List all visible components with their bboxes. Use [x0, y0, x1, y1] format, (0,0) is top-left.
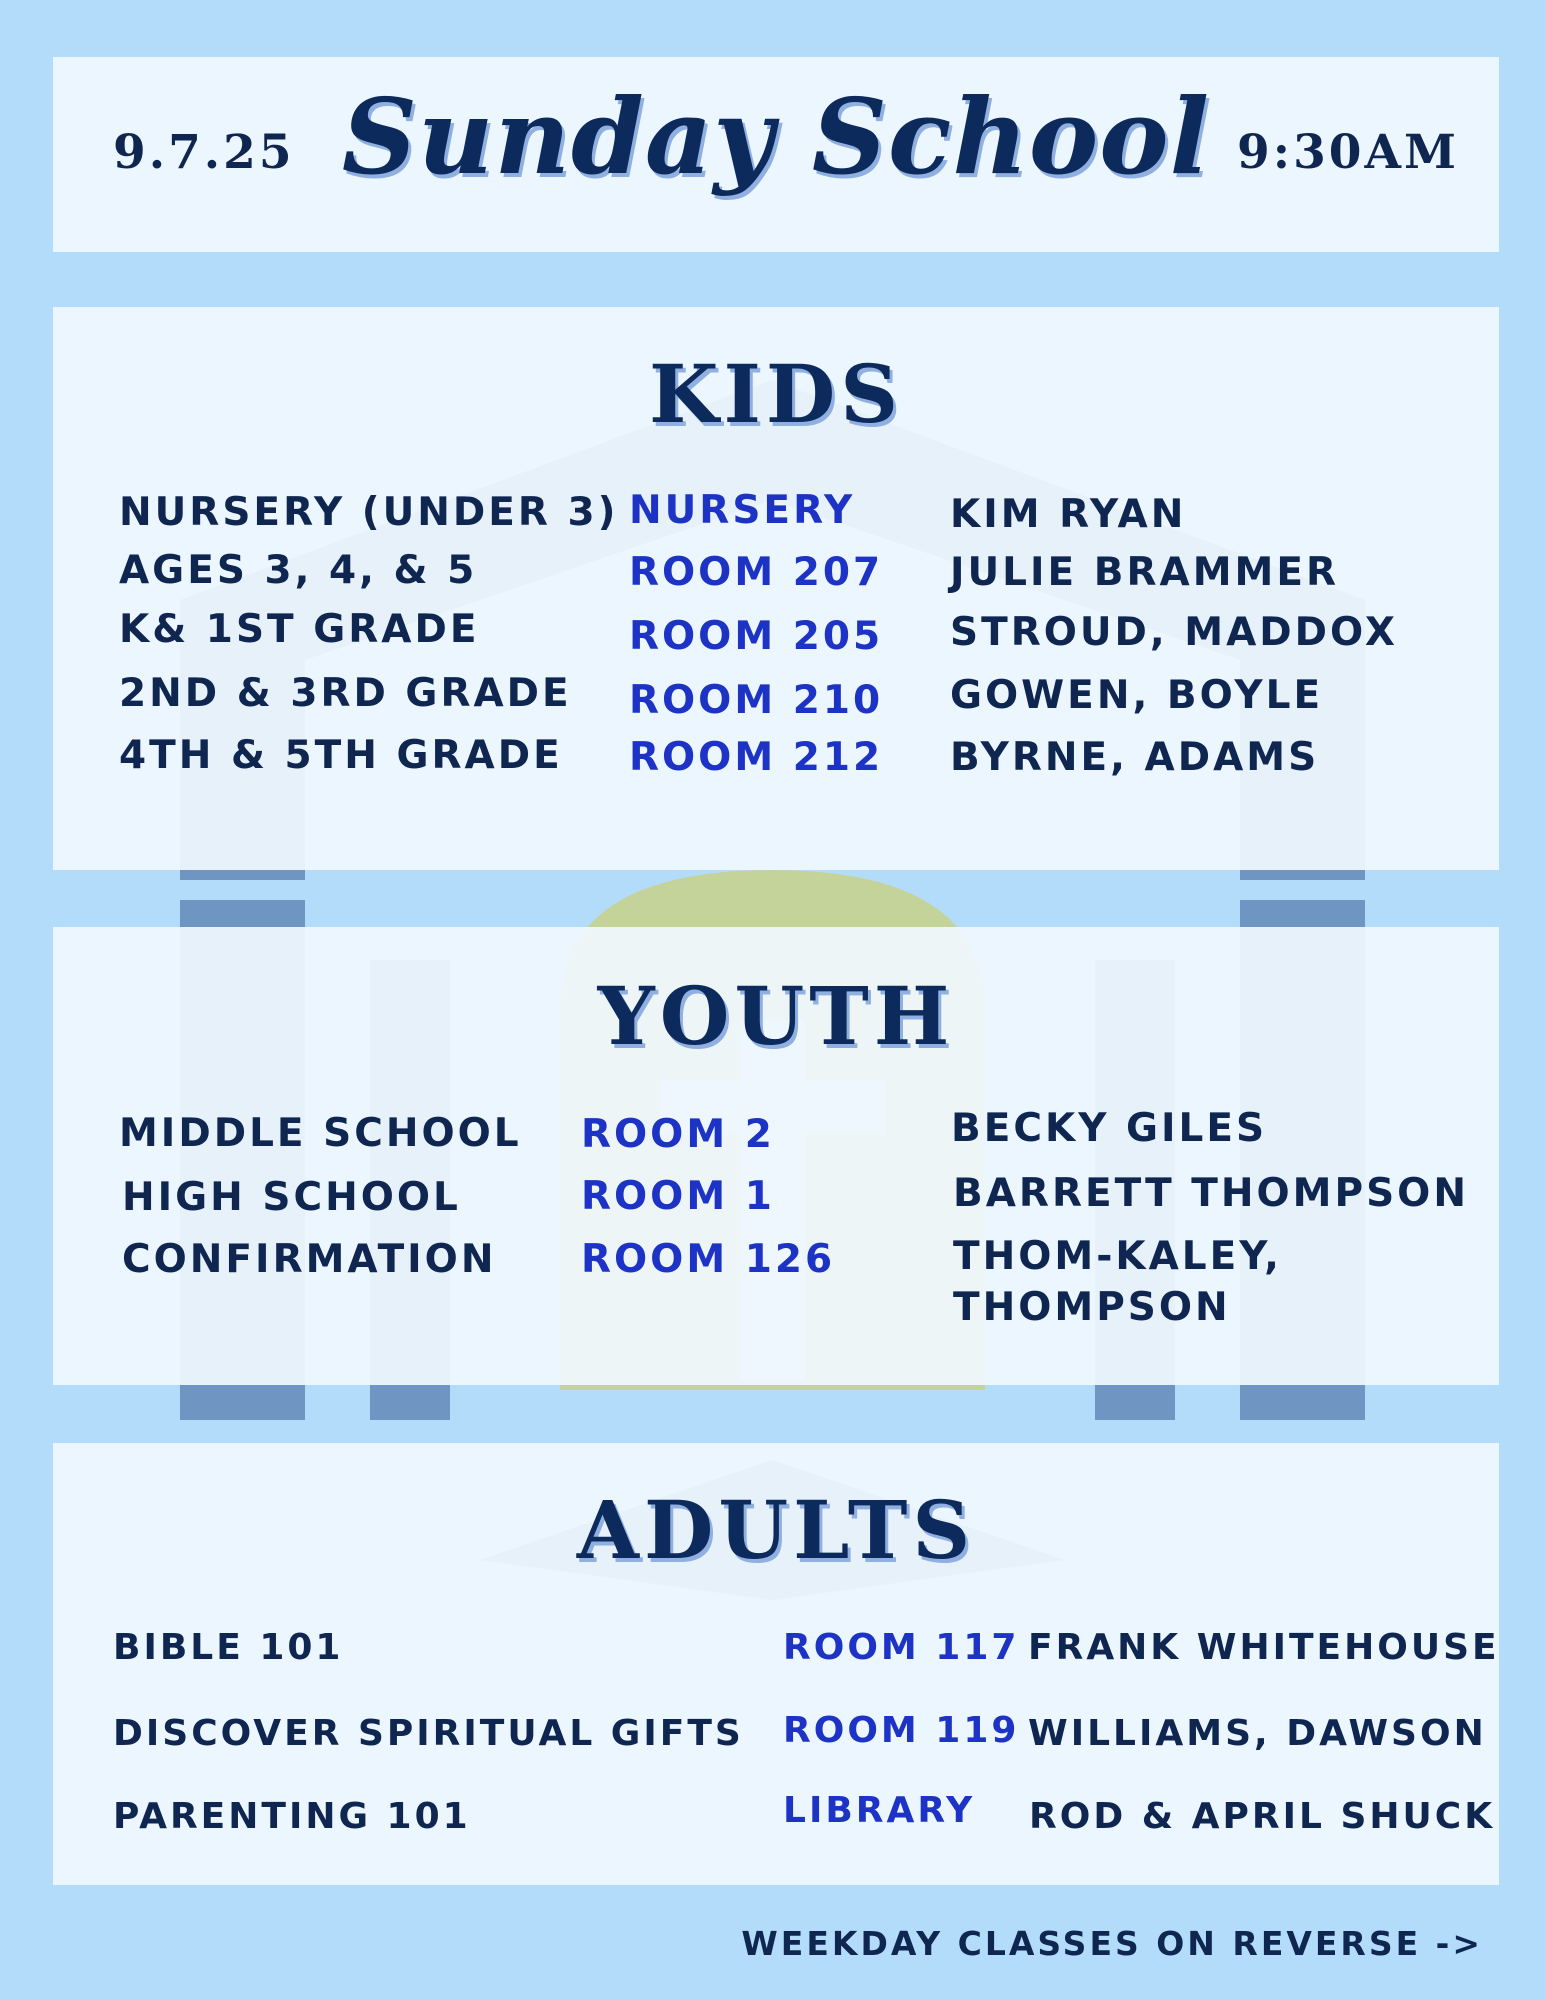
kids-row — [53, 671, 1499, 721]
kids-section-title: KIDS — [648, 347, 904, 441]
adults-section-title: ADULTS — [576, 1483, 976, 1577]
room-label: ROOM 2 — [581, 1112, 775, 1157]
room-label: ROOM 117 — [783, 1627, 1020, 1668]
class-name: DISCOVER SPIRITUAL GIFTS — [113, 1713, 744, 1754]
room-label: ROOM 212 — [629, 735, 884, 780]
room-label: ROOM 207 — [629, 550, 884, 595]
class-name: 2ND & 3RD GRADE — [119, 671, 572, 716]
class-name: AGES 3, 4, & 5 — [119, 548, 478, 593]
adults-row — [53, 1710, 1499, 1763]
teacher-name: BARRETT THOMPSON — [953, 1171, 1469, 1216]
youth-row — [53, 1106, 1499, 1161]
footer-note: WEEKDAY CLASSES ON REVERSE -> — [741, 1924, 1483, 1963]
youth-row — [53, 1234, 1499, 1330]
teacher-name: THOM-KALEY, THOMPSON — [953, 1234, 1282, 1330]
teacher-name: WILLIAMS, DAWSON — [1028, 1713, 1487, 1754]
kids-row — [53, 490, 1499, 540]
youth-section-title: YOUTH — [597, 969, 955, 1063]
class-name: PARENTING 101 — [113, 1796, 471, 1837]
class-name: CONFIRMATION — [122, 1237, 497, 1282]
teacher-name: JULIE BRAMMER — [950, 550, 1339, 595]
adults-section — [53, 1443, 1499, 1885]
room-label: ROOM 205 — [629, 614, 884, 659]
teacher-name: KIM RYAN — [950, 492, 1187, 537]
class-name: MIDDLE SCHOOL — [119, 1111, 522, 1156]
room-label: ROOM 126 — [581, 1237, 836, 1282]
page-title: Sunday School — [341, 75, 1211, 198]
kids-row — [53, 733, 1499, 783]
header-panel — [53, 57, 1499, 252]
youth-section — [53, 927, 1499, 1385]
teacher-name: BYRNE, ADAMS — [950, 735, 1320, 780]
kids-section — [53, 307, 1499, 870]
class-name: K& 1ST GRADE — [119, 607, 480, 652]
class-name: HIGH SCHOOL — [122, 1175, 461, 1220]
room-label: ROOM 210 — [629, 678, 884, 723]
class-name: NURSERY (UNDER 3) — [119, 490, 619, 535]
room-label: ROOM 1 — [581, 1174, 775, 1219]
room-label: NURSERY — [629, 488, 856, 533]
teacher-name: STROUD, MADDOX — [950, 610, 1398, 655]
kids-row — [53, 607, 1499, 657]
room-label: ROOM 119 — [783, 1710, 1020, 1751]
teacher-name: GOWEN, BOYLE — [950, 673, 1324, 718]
youth-row — [53, 1171, 1499, 1225]
teacher-name: BECKY GILES — [951, 1106, 1268, 1151]
teacher-name: FRANK WHITEHOUSE — [1028, 1627, 1500, 1668]
adults-row — [53, 1790, 1499, 1846]
kids-row — [53, 548, 1499, 598]
teacher-name: ROD & APRIL SHUCK — [1029, 1796, 1496, 1837]
class-name: 4TH & 5TH GRADE — [119, 733, 563, 778]
adults-row — [53, 1627, 1499, 1677]
time-label: 9:30AM — [1237, 125, 1459, 180]
class-name: BIBLE 101 — [113, 1627, 344, 1668]
room-label: LIBRARY — [783, 1790, 976, 1831]
date-label: 9.7.25 — [113, 125, 295, 180]
